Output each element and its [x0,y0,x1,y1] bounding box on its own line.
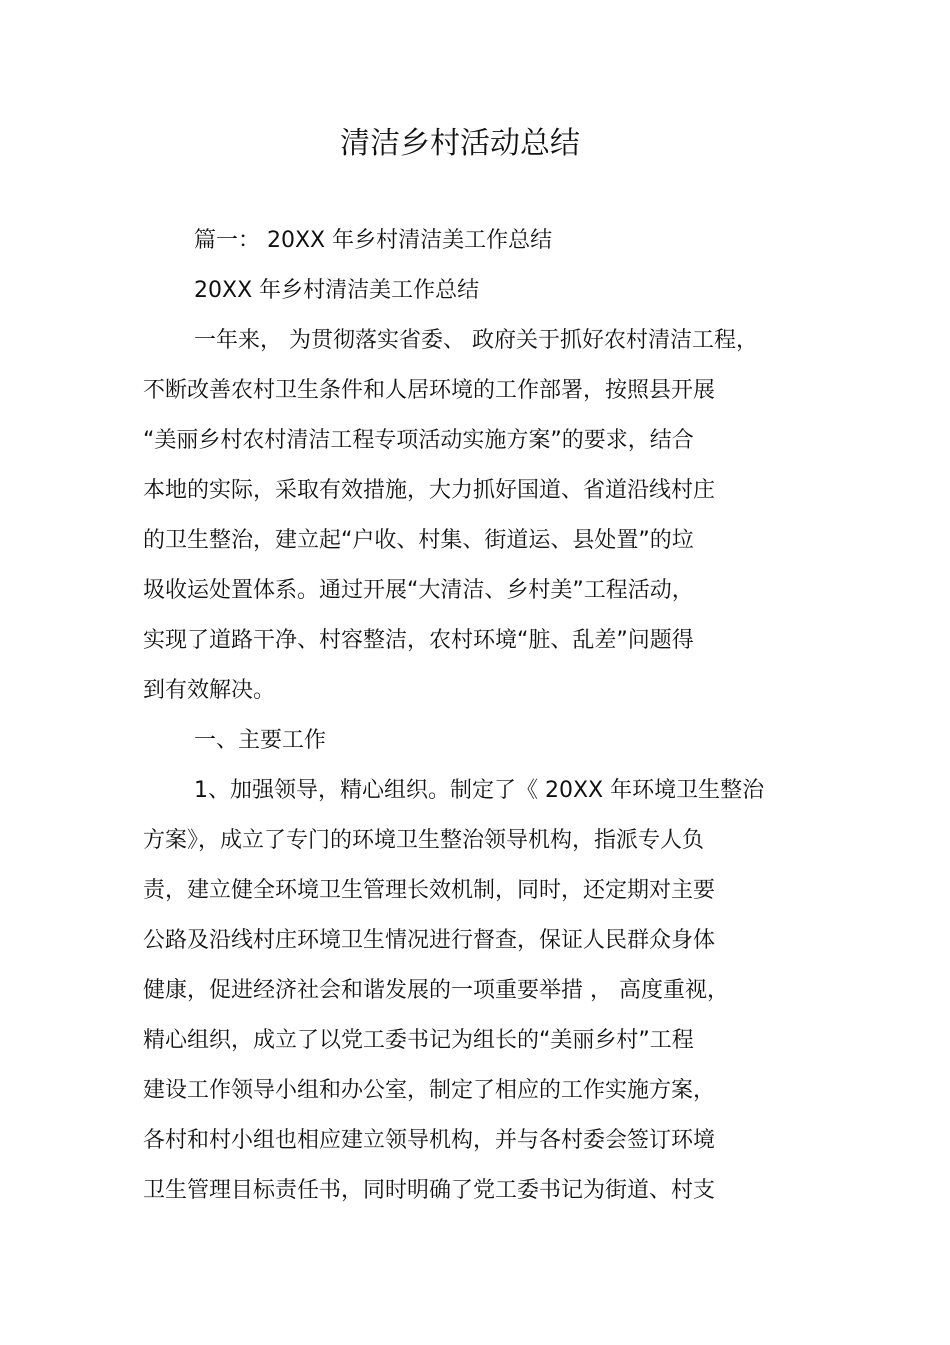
paragraph-line: 建设工作领导小组和办公室，制定了相应的工作实施方案， [143,1078,716,1103]
paragraph-line: “美丽乡村农村清洁工程专项活动实施方案”的要求，结合 [143,428,694,453]
paragraph-line: 方案》，成立了专门的环境卫生整治领导机构，指派专人负 [143,828,705,853]
paragraph-line: 一年来， 为贯彻落实省委、 政府关于抓好农村清洁工程， [194,328,758,353]
paragraph-line: 卫生管理目标责任书，同时明确了党工委书记为街道、村支 [143,1178,716,1203]
paragraph-line: 健康，促进经济社会和谐发展的一项重要举措 ， 高度重视， [143,978,729,1003]
paragraph-line: 实现了道路干净、村容整洁，农村环境“脏、乱差”问题得 [143,628,694,653]
section-heading-part-one: 篇一： 20XX 年乡村清洁美工作总结 [194,228,553,253]
paragraph-line: 的卫生整治，建立起“户收、村集、街道运、县处置”的垃 [143,528,694,553]
paragraph-line: 圾收运处置体系。通过开展“大清洁、乡村美”工程活动， [143,578,694,603]
paragraph-line: 精心组织，成立了以党工委书记为组长的“美丽乡村”工程 [143,1028,694,1053]
paragraph-line: 不断改善农村卫生条件和人居环境的工作部署，按照县开展 [143,378,716,403]
paragraph-line: 本地的实际，采取有效措施，大力抓好国道、省道沿线村庄 [143,478,716,503]
paragraph-line: 公路及沿线村庄环境卫生情况进行督查，保证人民群众身体 [143,928,716,953]
subtitle-line: 20XX 年乡村清洁美工作总结 [194,278,480,303]
section-heading-main-work: 一、主要工作 [194,728,327,753]
paragraph-line: 1、加强领导，精心组织。制定了《 20XX 年环境卫生整治 [194,778,765,803]
paragraph-line: 各村和村小组也相应建立领导机构，并与各村委会签订环境 [143,1128,716,1153]
paragraph-line: 责，建立健全环境卫生管理长效机制，同时，还定期对主要 [143,878,716,903]
page-title: 清洁乡村活动总结 [340,126,580,161]
paragraph-line: 到有效解决。 [143,678,276,703]
